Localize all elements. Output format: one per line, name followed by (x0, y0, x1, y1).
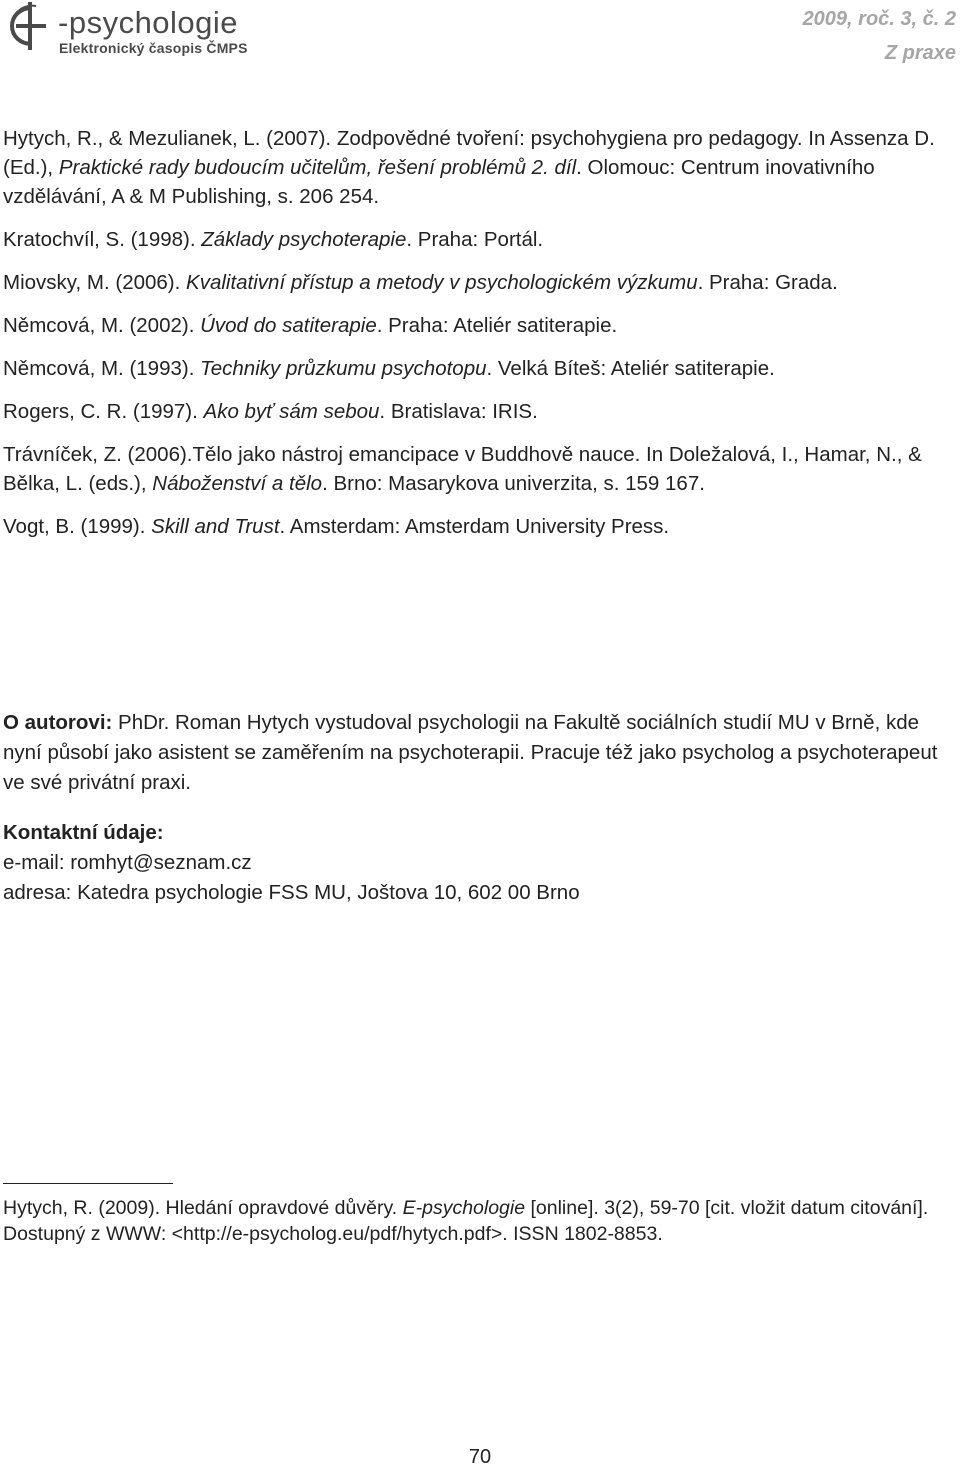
reference-item: Němcová, M. (1993). Techniky průzkumu psychotopu. Velká Bíteš: Ateliér satiterapie. (3, 357, 775, 380)
reference-item: Vogt, B. (1999). Skill and Trust. Amsterdam: Amsterdam University Press. (3, 515, 670, 538)
page-number: 70 (468, 1446, 492, 1468)
page-header (0, 0, 960, 80)
reference-item: Kratochvíl, S. (1998). Základy psychoterapie. Praha: Portál. (3, 228, 544, 251)
journal-logo (2, 2, 292, 64)
footnote-divider (3, 1183, 173, 1184)
about-text: PhDr. Roman Hytych vystudoval psychologii na Fakultě sociálních studií MU v Brně, kde nyní působí jako asistent se zaměřením na psychoterapii. Pracuje též jako psycholog a psychoterapeut ve své privátní praxi. (3, 711, 938, 794)
logo-subtitle: Elektronický časopis ČMPS (59, 40, 248, 56)
issue-info: 2009, roč. 3, č. 2 (802, 8, 956, 30)
reference-item: Miovsky, M. (2006). Kvalitativní přístup a metody v psychologickém výzkumu. Praha: Grada. (3, 271, 838, 294)
contact-email: e-mail: romhyt@seznam.cz (3, 851, 252, 874)
e-logo-icon (2, 2, 60, 50)
reference-item: Rogers, C. R. (1997). Ako byť sám sebou. Bratislava: IRIS. (3, 400, 538, 423)
reference-item: Trávníček, Z. (2006).Tělo jako nástroj emancipace v Buddhově nauce. In Doležalová, I., Hamar, N., & Bělka, L. (eds.), Náboženství a tělo. Brno: Masarykova univerzita, s. 159 167. (3, 443, 922, 495)
about-label: O autorovi: (3, 711, 113, 734)
reference-list (3, 124, 958, 555)
contact-address: adresa: Katedra psychologie FSS MU, Joštova 10, 602 00 Brno (3, 881, 580, 904)
reference-item: Němcová, M. (2002). Úvod do satiterapie. Praha: Ateliér satiterapie. (3, 314, 618, 337)
section-label: Z praxe (884, 42, 956, 64)
reference-item: Hytych, R., & Mezulianek, L. (2007). Zodpovědné tvoření: psychohygiena pro pedagogy. In Assenza D. (Ed.), Praktické rady budoucím učitelům, řešení problémů 2. díl. Olomouc: Centrum inovativního vzdělávání, A & M Publishing, s. 206 254. (3, 127, 935, 208)
about-author (3, 708, 958, 798)
citation-footnote: Hytych, R. (2009). Hledání opravdové důvěry. E-psychologie [online]. 3(2), 59-70 [cit. vložit datum citování]. Dostupný z WWW: <http://e-psycholog.eu/pdf/hytych.pdf>. ISSN 1802-8853. (3, 1197, 929, 1245)
contact-label: Kontaktní údaje: (3, 821, 164, 844)
contact-info (3, 818, 958, 908)
logo-name: -psychologie (58, 5, 239, 40)
